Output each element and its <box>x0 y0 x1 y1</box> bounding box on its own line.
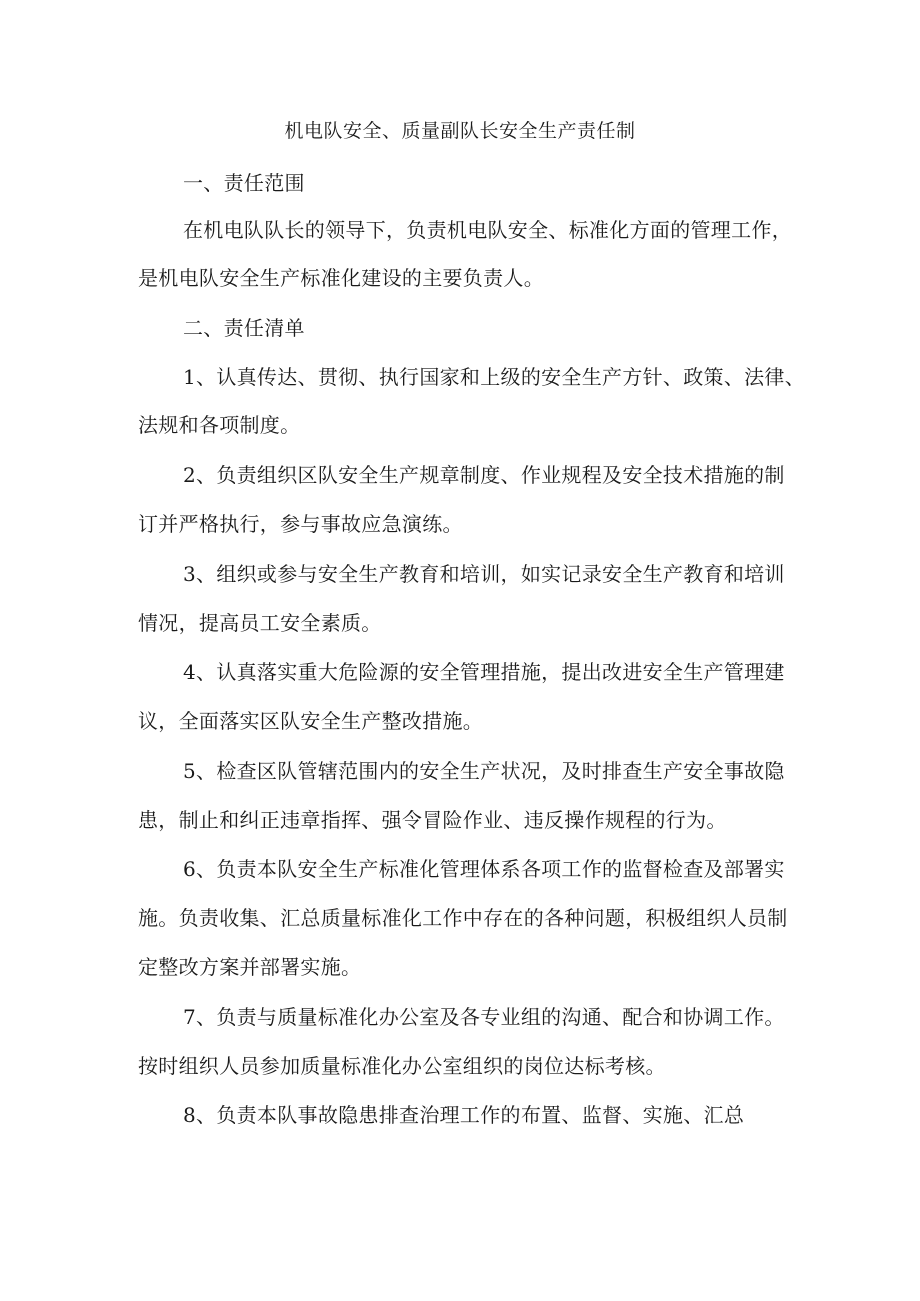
list-item-4-line-1: 4、认真落实重大危险源的安全管理措施，提出改进安全生产管理建 <box>183 660 785 684</box>
list-item-2-line-1: 2、负责组织区队安全生产规章制度、作业规程及安全技术措施的制 <box>183 463 785 487</box>
scope-text-line-1: 在机电队队长的领导下，负责机电队安全、标准化方面的管理工作， <box>183 218 792 242</box>
list-item-4-line-2: 议，全面落实区队安全生产整改措施。 <box>138 709 484 733</box>
list-item-1-line-2: 法规和各项制度。 <box>138 413 301 437</box>
section-heading-list: 二、责任清单 <box>183 316 305 340</box>
list-item-6-line-1: 6、负责本队安全生产标准化管理体系各项工作的监督检查及部署实 <box>183 857 785 881</box>
list-item-3-line-2: 情况，提高员工安全素质。 <box>138 611 382 635</box>
list-item-1-line-1: 1、认真传达、贯彻、执行国家和上级的安全生产方针、政策、法律、 <box>183 365 806 389</box>
list-item-3-line-1: 3、组织或参与安全生产教育和培训，如实记录安全生产教育和培训 <box>183 562 785 586</box>
section-heading-scope: 一、责任范围 <box>183 171 305 195</box>
scope-text-line-2: 是机电队安全生产标准化建设的主要负责人。 <box>138 266 544 290</box>
document-title: 机电队安全、质量副队长安全生产责任制 <box>284 120 636 142</box>
list-item-6-line-2: 施。负责收集、汇总质量标准化工作中存在的各种问题，积极组织人员制 <box>138 906 788 930</box>
list-item-5-line-2: 患，制止和纠正违章指挥、强令冒险作业、违反操作规程的行为。 <box>138 808 727 832</box>
list-item-8-line-1: 8、负责本队事故隐患排查治理工作的布置、监督、实施、汇总 <box>183 1103 745 1127</box>
list-item-6-line-3: 定整改方案并部署实施。 <box>138 955 362 979</box>
list-item-2-line-2: 订并严格执行，参与事故应急演练。 <box>138 512 463 536</box>
list-item-7-line-2: 按时组织人员参加质量标准化办公室组织的岗位达标考核。 <box>138 1054 666 1078</box>
list-item-7-line-1: 7、负责与质量标准化办公室及各专业组的沟通、配合和协调工作。 <box>183 1005 785 1029</box>
list-item-5-line-1: 5、检查区队管辖范围内的安全生产状况，及时排查生产安全事故隐 <box>183 759 785 783</box>
